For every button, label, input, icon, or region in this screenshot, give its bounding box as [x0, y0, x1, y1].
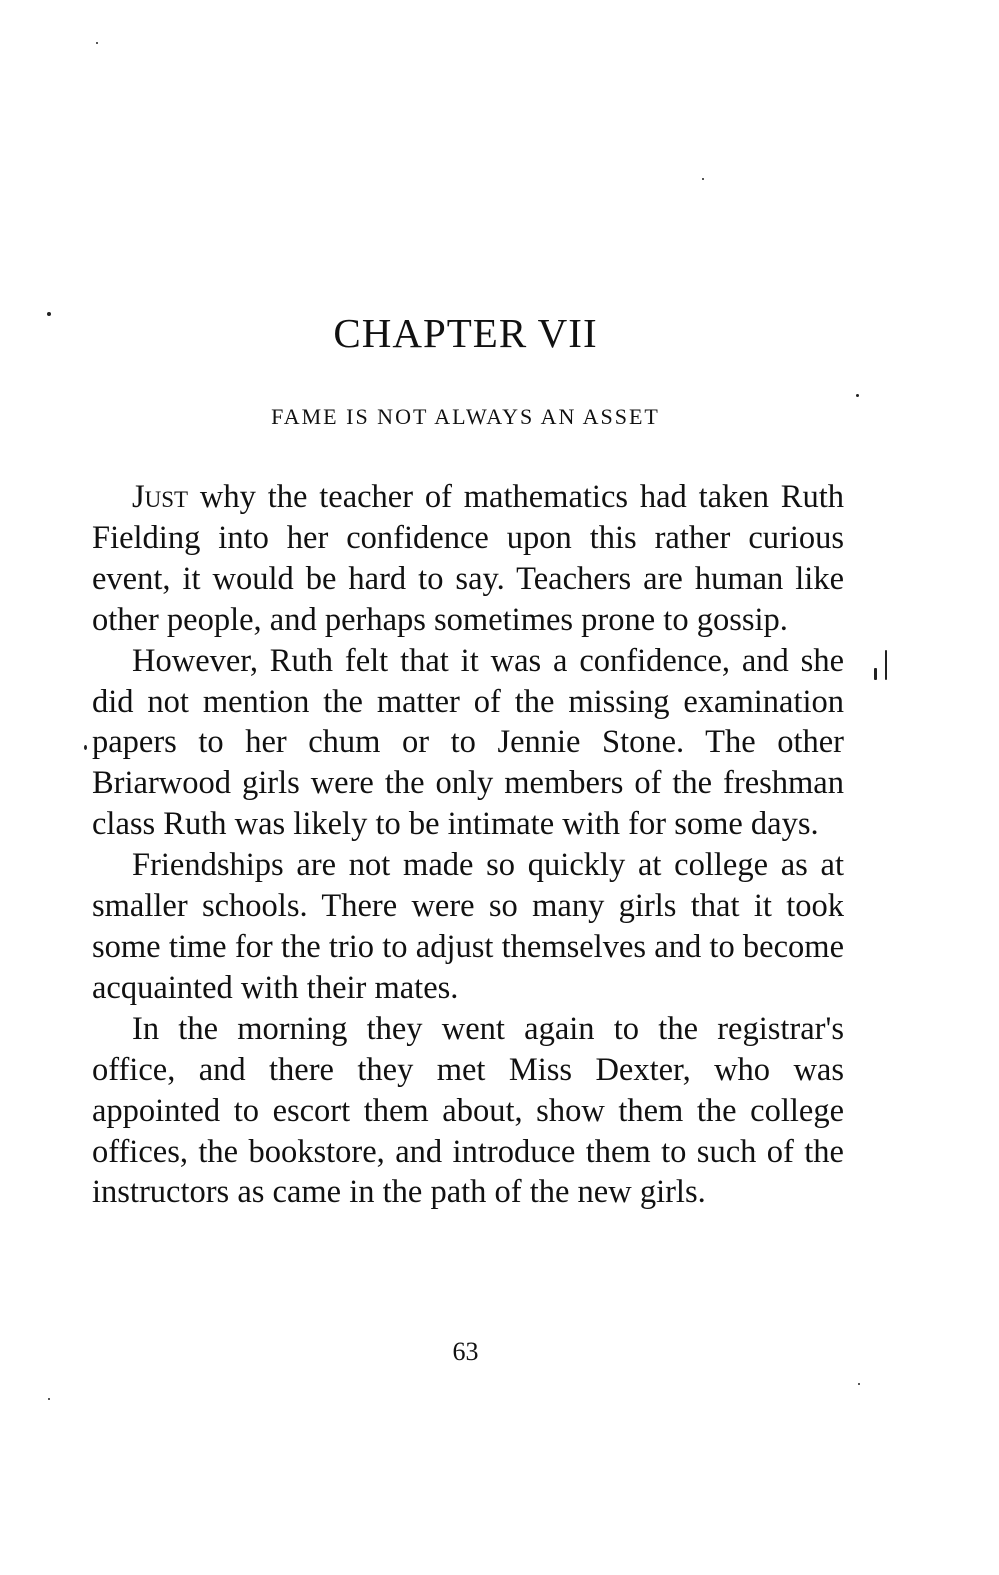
scan-speck — [48, 1398, 50, 1400]
scan-speck — [84, 745, 87, 750]
paragraph-3: Friendships are not made so quickly at college as at smaller schools. There were so many girls that it took some time for the trio to adjust themselves and to become acquainted with their mates. — [92, 847, 844, 1006]
chapter-subtitle: FAME IS NOT ALWAYS AN ASSET — [271, 404, 660, 429]
scan-speck — [874, 668, 877, 680]
paragraph-1 — [92, 477, 844, 641]
chapter-title: CHAPTER VII — [333, 310, 598, 356]
scan-speck — [702, 178, 704, 180]
scan-speck — [858, 1383, 860, 1385]
lead-initial: J — [132, 479, 145, 515]
paragraph-4: In the morning they went again to the registrar's office, and there they met Miss Dexter, who was appointed to escort them about, show them the college offices, the bookstore, and introduce them to such of the instructors as came in the path of the new girls. — [92, 1010, 844, 1211]
scan-speck — [96, 42, 98, 44]
paragraph-text: why the teacher of mathematics had taken Ruth Fielding into her confidence upon this rather curious event, it would be hard to say. Teachers are human like other people, and perhaps sometimes prone to gossip. — [92, 479, 844, 638]
scan-speck — [47, 312, 51, 316]
chapter-body — [92, 477, 844, 1213]
paragraph-2: However, Ruth felt that it was a confidence, and she did not mention the matter of the missing examination papers to her chum or to Jennie Stone. The other Briarwood girls were the only members of the freshman class Ruth was likely to be intimate with for some days. — [92, 642, 844, 843]
page-number: 63 — [452, 1337, 479, 1366]
scan-speck — [856, 394, 859, 397]
scan-speck — [885, 650, 887, 680]
lead-smallcaps: ust — [144, 479, 189, 515]
